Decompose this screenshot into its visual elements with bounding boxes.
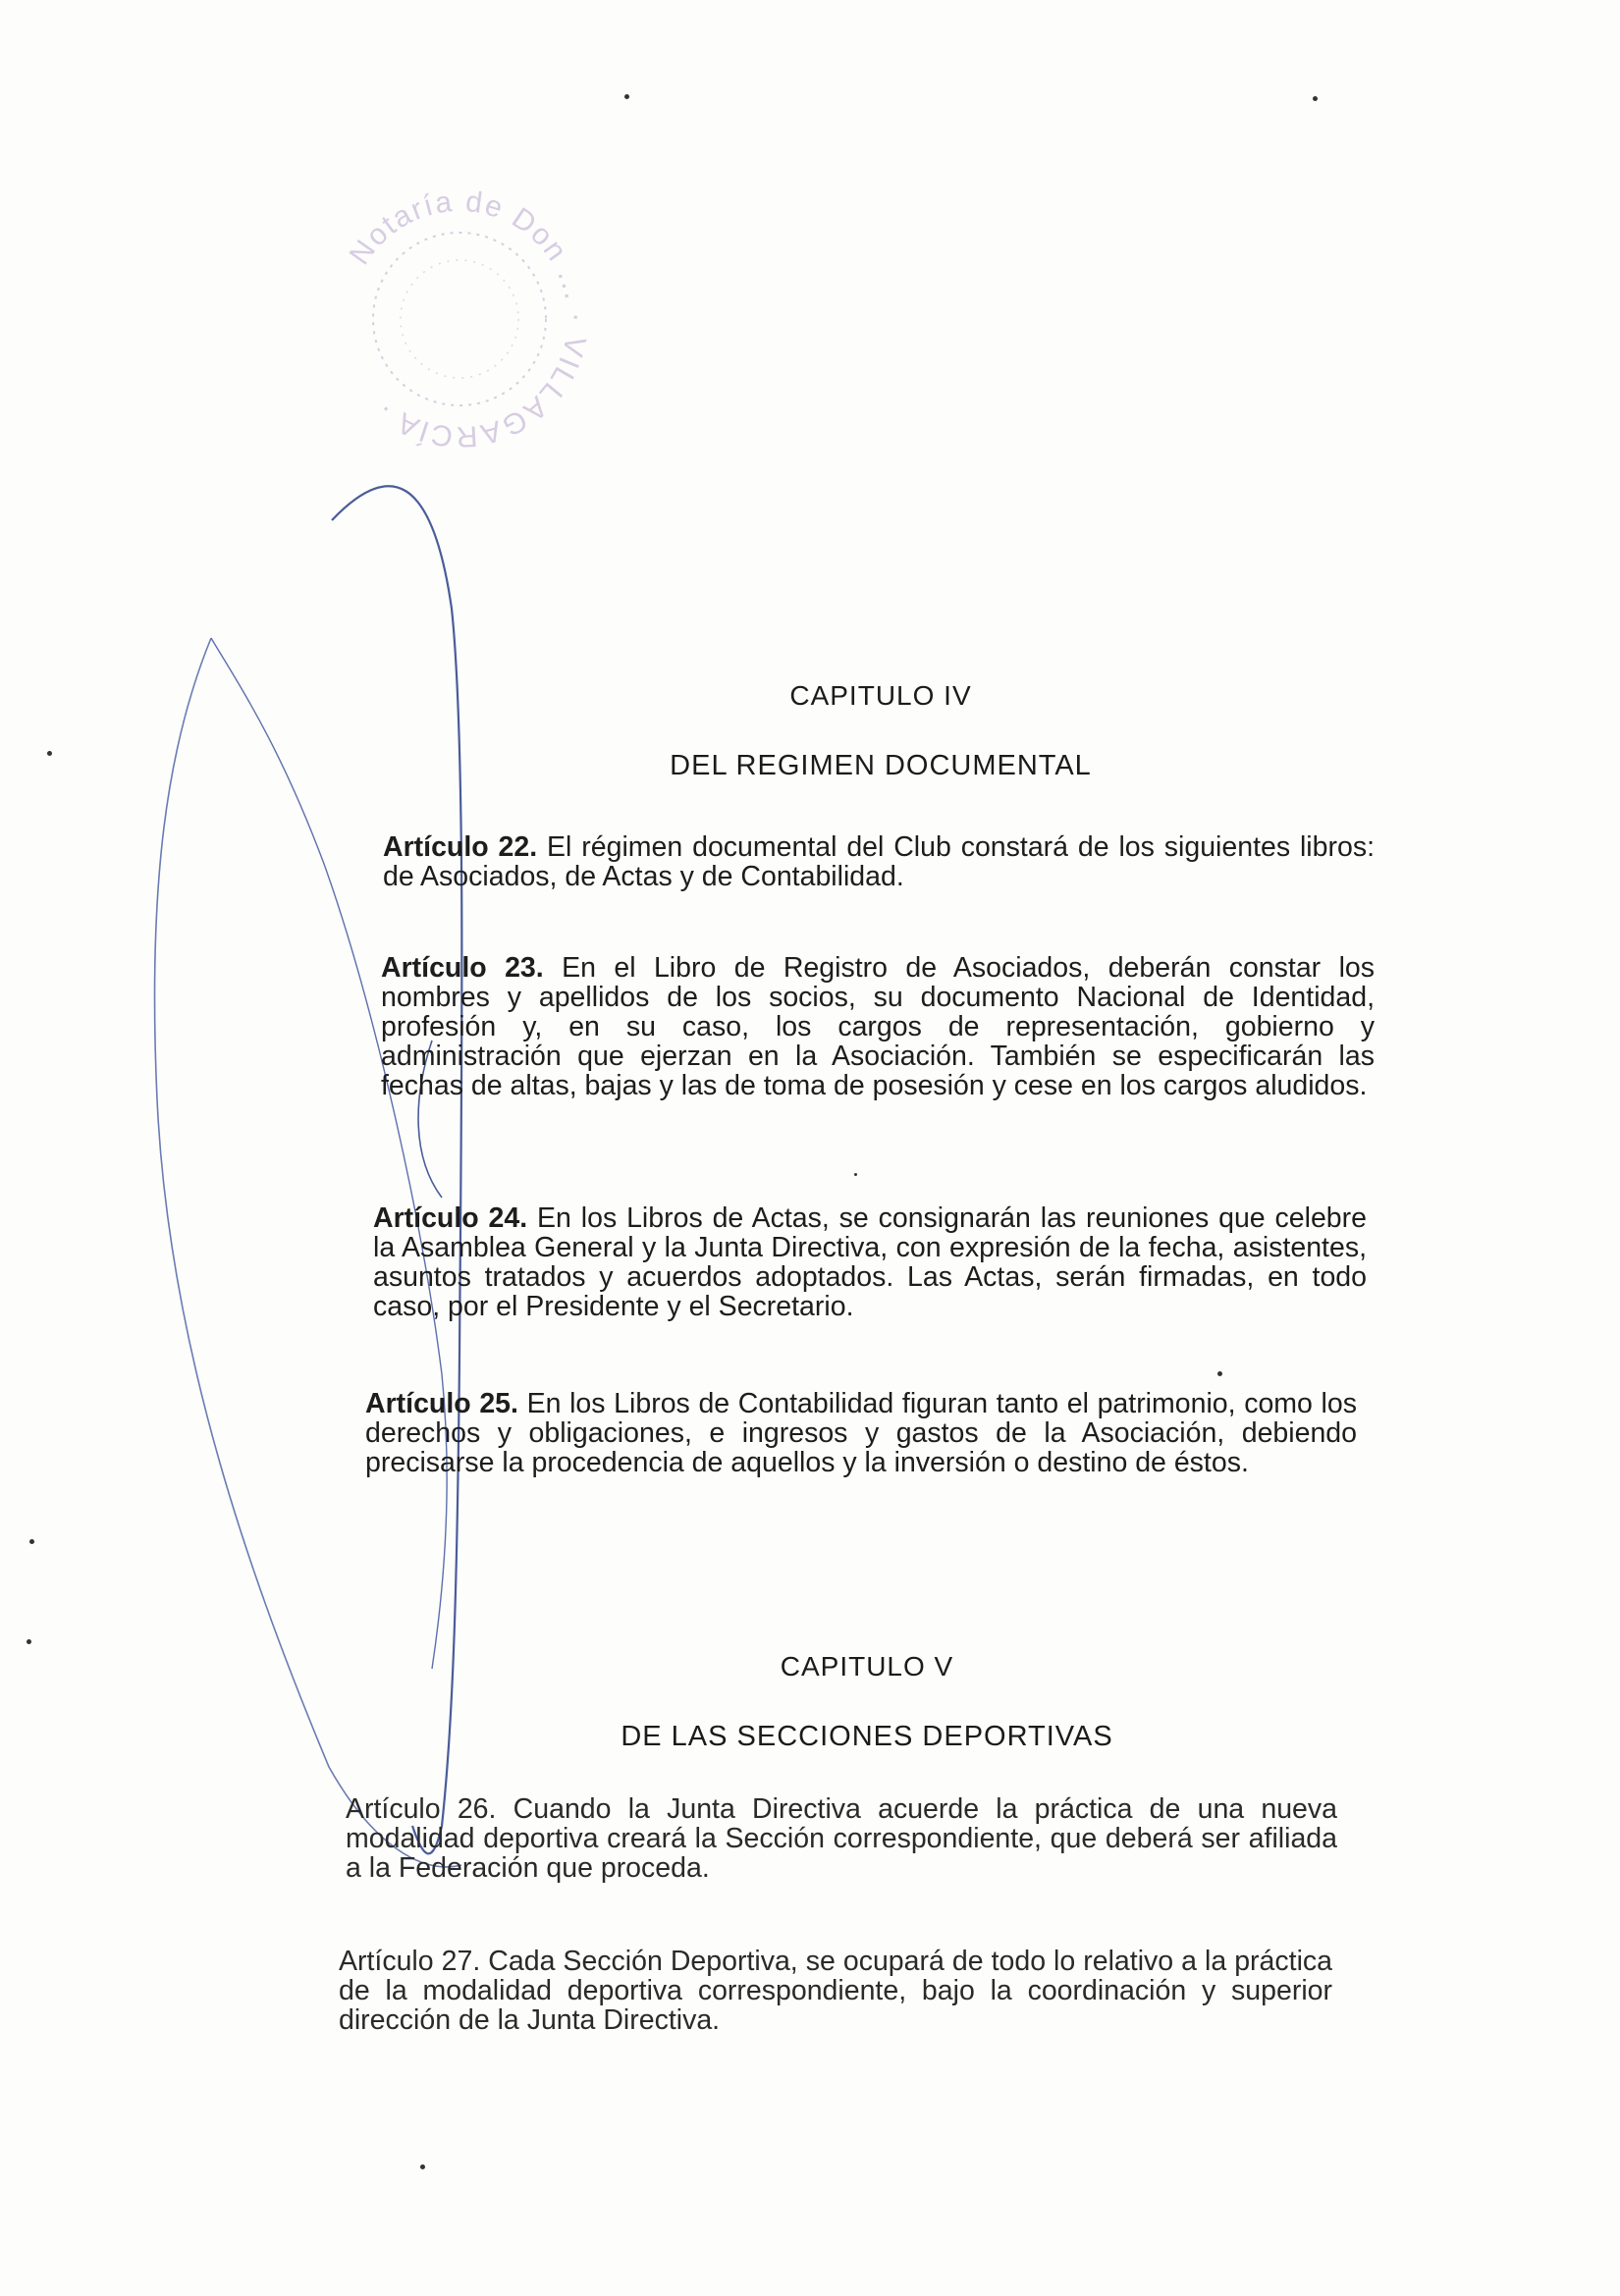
chapter-v-subtitle: DE LAS SECCIONES DEPORTIVAS [621, 1721, 1113, 1752]
scan-speck [29, 1539, 34, 1544]
chapter-v-title: CAPITULO V [780, 1651, 954, 1682]
article-text: En el Libro de Registro de Asociados, deberán constar los nombres y apellidos de los socios, su documento Nacional de Identidad, profesión y, en su caso, los cargos de representación, gobierno y administración que ejerzan en la Asociación. También se especificarán las fechas de altas, bajas y las de toma de posesión y cese en los cargos aludidos. [381, 952, 1375, 1101]
scan-speck [1313, 96, 1318, 101]
article-text: El régimen documental del Club constará de los siguientes libros: de Asociados, de Actas y de Contabilidad. [383, 831, 1375, 892]
article-text: En los Libros de Actas, se consignarán las reuniones que celebre la Asamblea General y la Junta Directiva, con expresión de la fecha, asistentes, asuntos tratados y acuerdos adoptados. Las Actas, serán firmadas, en todo caso, por el Presidente y el Secretario. [373, 1202, 1367, 1322]
article-text: Cada Sección Deportiva, se ocupará de todo lo relativo a la práctica de la modalidad deportiva correspondiente, bajo la coordinación y superior dirección de la Junta Directiva. [339, 1946, 1332, 2036]
article-label: Artículo 24. [373, 1202, 528, 1234]
article-text: En los Libros de Contabilidad figuran tanto el patrimonio, como los derechos y obligaciones, e ingresos y gastos de la Asociación, debiendo precisarse la procedencia de aquellos y la inversión o destino de éstos. [365, 1388, 1357, 1478]
svg-text:Notaría de Don ... · VILLAGARC: Notaría de Don ... · VILLAGARCÍA · [343, 185, 594, 454]
article-text: Cuando la Junta Directiva acuerde la práctica de una nueva modalidad deportiva creará la Sección correspondiente, que deberá ser afiliada a la Federación que proceda. [346, 1793, 1338, 1884]
scan-speck [624, 94, 629, 99]
article-22 [383, 832, 1375, 891]
chapter-iv-title: CAPITULO IV [789, 680, 972, 711]
scan-speck [420, 2164, 425, 2169]
scan-speck [854, 1173, 857, 1176]
scan-speck [47, 751, 52, 756]
article-24 [373, 1203, 1367, 1321]
article-label: Artículo 26. [346, 1793, 497, 1825]
article-25 [365, 1389, 1357, 1477]
notary-seal-icon [312, 172, 607, 466]
article-27 [339, 1947, 1332, 2035]
article-26 [346, 1794, 1337, 1883]
article-label: Artículo 22. [383, 831, 538, 863]
scan-speck [1217, 1371, 1222, 1376]
article-label: Artículo 25. [365, 1388, 518, 1419]
article-label: Artículo 27. [339, 1946, 481, 1977]
scan-speck [27, 1639, 31, 1644]
article-23 [381, 953, 1375, 1100]
article-label: Artículo 23. [381, 952, 544, 984]
chapter-iv-subtitle: DEL REGIMEN DOCUMENTAL [670, 750, 1092, 781]
